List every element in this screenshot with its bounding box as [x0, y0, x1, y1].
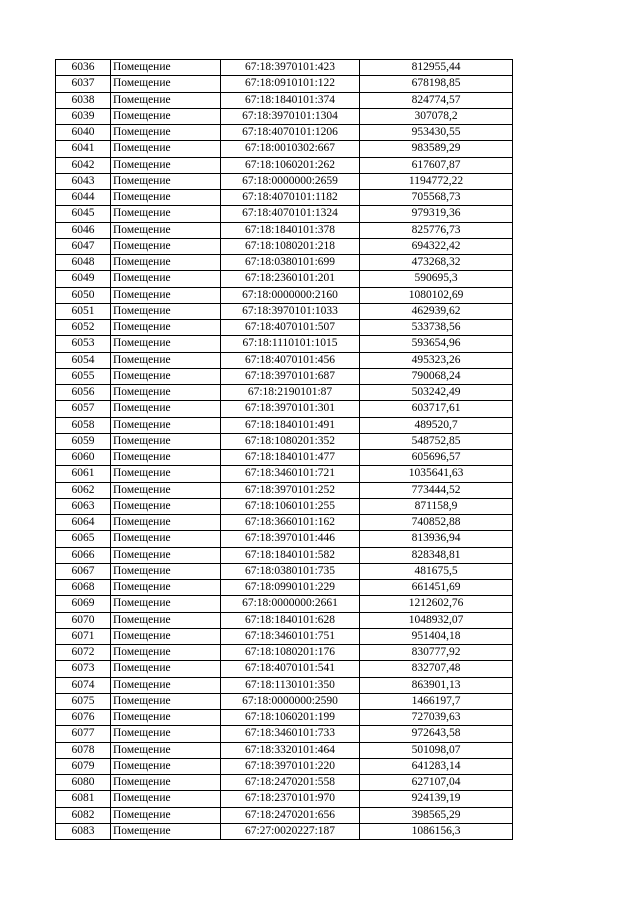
cadastral-value: 1080102,69 — [360, 287, 513, 303]
row-number: 6067 — [56, 563, 111, 579]
object-type: Помещение — [111, 125, 221, 141]
row-number: 6061 — [56, 466, 111, 482]
row-number: 6040 — [56, 125, 111, 141]
cadastral-value: 812955,44 — [360, 60, 513, 76]
cadastral-value: 924139,19 — [360, 791, 513, 807]
row-number: 6079 — [56, 758, 111, 774]
cadastral-number: 67:18:1130101:350 — [221, 677, 360, 693]
object-type: Помещение — [111, 320, 221, 336]
row-number: 6038 — [56, 92, 111, 108]
cadastral-number: 67:18:2370101:970 — [221, 791, 360, 807]
object-type: Помещение — [111, 108, 221, 124]
object-type: Помещение — [111, 677, 221, 693]
cadastral-number: 67:18:0000000:2661 — [221, 596, 360, 612]
cadastral-value: 398565,29 — [360, 807, 513, 823]
cadastral-number: 67:18:1110101:1015 — [221, 336, 360, 352]
row-number: 6050 — [56, 287, 111, 303]
row-number: 6083 — [56, 823, 111, 839]
cadastral-number: 67:18:0380101:699 — [221, 255, 360, 271]
table-row — [56, 401, 513, 417]
row-number: 6065 — [56, 531, 111, 547]
cadastral-number: 67:18:1080201:352 — [221, 433, 360, 449]
object-type: Помещение — [111, 287, 221, 303]
object-type: Помещение — [111, 76, 221, 92]
cadastral-number: 67:18:0990101:229 — [221, 580, 360, 596]
table-row — [56, 92, 513, 108]
object-type: Помещение — [111, 173, 221, 189]
row-number: 6058 — [56, 417, 111, 433]
cadastral-number: 67:18:3970101:1304 — [221, 108, 360, 124]
cadastral-number: 67:18:1840101:491 — [221, 417, 360, 433]
object-type: Помещение — [111, 238, 221, 254]
row-number: 6070 — [56, 612, 111, 628]
cadastral-number: 67:18:3970101:446 — [221, 531, 360, 547]
row-number: 6051 — [56, 303, 111, 319]
table-row — [56, 791, 513, 807]
row-number: 6057 — [56, 401, 111, 417]
table-row — [56, 823, 513, 839]
object-type: Помещение — [111, 547, 221, 563]
row-number: 6078 — [56, 742, 111, 758]
object-type: Помещение — [111, 515, 221, 531]
cadastral-number: 67:18:1840101:582 — [221, 547, 360, 563]
table-row — [56, 742, 513, 758]
row-number: 6082 — [56, 807, 111, 823]
row-number: 6046 — [56, 222, 111, 238]
table-row — [56, 190, 513, 206]
cadastral-number: 67:18:4070101:507 — [221, 320, 360, 336]
table-row — [56, 206, 513, 222]
cadastral-number: 67:18:0380101:735 — [221, 563, 360, 579]
cadastral-number: 67:18:1060201:262 — [221, 157, 360, 173]
row-number: 6073 — [56, 661, 111, 677]
object-type: Помещение — [111, 612, 221, 628]
cadastral-value: 740852,88 — [360, 515, 513, 531]
cadastral-value: 593654,96 — [360, 336, 513, 352]
table-row — [56, 417, 513, 433]
cadastral-value: 1035641,63 — [360, 466, 513, 482]
row-number: 6047 — [56, 238, 111, 254]
table-row — [56, 612, 513, 628]
row-number: 6049 — [56, 271, 111, 287]
object-type: Помещение — [111, 661, 221, 677]
row-number: 6068 — [56, 580, 111, 596]
table-row — [56, 563, 513, 579]
table-row — [56, 157, 513, 173]
cadastral-value: 773444,52 — [360, 482, 513, 498]
table-row — [56, 450, 513, 466]
cadastral-value: 678198,85 — [360, 76, 513, 92]
object-type: Помещение — [111, 303, 221, 319]
cadastral-value: 813936,94 — [360, 531, 513, 547]
cadastral-number: 67:18:1840101:628 — [221, 612, 360, 628]
object-type: Помещение — [111, 271, 221, 287]
cadastral-number: 67:18:1840101:374 — [221, 92, 360, 108]
cadastral-number: 67:18:2470201:558 — [221, 775, 360, 791]
table-row — [56, 76, 513, 92]
row-number: 6054 — [56, 352, 111, 368]
cadastral-number: 67:18:0010302:667 — [221, 141, 360, 157]
cadastral-value: 548752,85 — [360, 433, 513, 449]
cadastral-number: 67:18:2360101:201 — [221, 271, 360, 287]
cadastral-number: 67:18:1080201:218 — [221, 238, 360, 254]
object-type: Помещение — [111, 726, 221, 742]
cadastral-value: 307078,2 — [360, 108, 513, 124]
cadastral-number: 67:18:2470201:656 — [221, 807, 360, 823]
object-type: Помещение — [111, 775, 221, 791]
table-row — [56, 580, 513, 596]
cadastral-value: 533738,56 — [360, 320, 513, 336]
cadastral-number: 67:18:3970101:252 — [221, 482, 360, 498]
object-type: Помещение — [111, 385, 221, 401]
object-type: Помещение — [111, 92, 221, 108]
table-row — [56, 433, 513, 449]
cadastral-value: 951404,18 — [360, 628, 513, 644]
cadastral-number: 67:18:1840101:378 — [221, 222, 360, 238]
cadastral-number: 67:18:2190101:87 — [221, 385, 360, 401]
table-row — [56, 385, 513, 401]
cadastral-value: 790068,24 — [360, 368, 513, 384]
cadastral-number: 67:18:3970101:423 — [221, 60, 360, 76]
table-row — [56, 775, 513, 791]
table-row — [56, 482, 513, 498]
cadastral-number: 67:18:1840101:477 — [221, 450, 360, 466]
cadastral-value: 1048932,07 — [360, 612, 513, 628]
row-number: 6081 — [56, 791, 111, 807]
cadastral-number: 67:18:4070101:1324 — [221, 206, 360, 222]
cadastral-number: 67:18:0000000:2590 — [221, 693, 360, 709]
cadastral-number: 67:18:0910101:122 — [221, 76, 360, 92]
table-row — [56, 271, 513, 287]
table-row — [56, 141, 513, 157]
cadastral-value: 590695,3 — [360, 271, 513, 287]
table-row — [56, 287, 513, 303]
cadastral-value: 617607,87 — [360, 157, 513, 173]
row-number: 6052 — [56, 320, 111, 336]
table-row — [56, 758, 513, 774]
table-row — [56, 807, 513, 823]
cadastral-number: 67:18:3320101:464 — [221, 742, 360, 758]
row-number: 6074 — [56, 677, 111, 693]
row-number: 6069 — [56, 596, 111, 612]
object-type: Помещение — [111, 417, 221, 433]
cadastral-number: 67:18:4070101:456 — [221, 352, 360, 368]
cadastral-value: 705568,73 — [360, 190, 513, 206]
object-type: Помещение — [111, 222, 221, 238]
row-number: 6060 — [56, 450, 111, 466]
cadastral-number: 67:27:0020227:187 — [221, 823, 360, 839]
table-row — [56, 547, 513, 563]
object-type: Помещение — [111, 823, 221, 839]
cadastral-value: 603717,61 — [360, 401, 513, 417]
object-type: Помещение — [111, 758, 221, 774]
row-number: 6055 — [56, 368, 111, 384]
cadastral-number: 67:18:4070101:541 — [221, 661, 360, 677]
table-row — [56, 320, 513, 336]
cadastral-number: 67:18:0000000:2659 — [221, 173, 360, 189]
object-type: Помещение — [111, 645, 221, 661]
cadastral-value: 473268,32 — [360, 255, 513, 271]
row-number: 6043 — [56, 173, 111, 189]
table-row — [56, 238, 513, 254]
table-row — [56, 645, 513, 661]
cadastral-value: 830777,92 — [360, 645, 513, 661]
row-number: 6077 — [56, 726, 111, 742]
object-type: Помещение — [111, 531, 221, 547]
cadastral-number: 67:18:3970101:1033 — [221, 303, 360, 319]
row-number: 6072 — [56, 645, 111, 661]
row-number: 6048 — [56, 255, 111, 271]
table-row — [56, 108, 513, 124]
object-type: Помещение — [111, 255, 221, 271]
row-number: 6041 — [56, 141, 111, 157]
cadastral-value: 501098,07 — [360, 742, 513, 758]
table-row — [56, 515, 513, 531]
row-number: 6044 — [56, 190, 111, 206]
row-number: 6059 — [56, 433, 111, 449]
object-type: Помещение — [111, 157, 221, 173]
object-type: Помещение — [111, 563, 221, 579]
row-number: 6045 — [56, 206, 111, 222]
table-row — [56, 498, 513, 514]
table-row — [56, 336, 513, 352]
cadastral-value: 1212602,76 — [360, 596, 513, 612]
cadastral-number: 67:18:0000000:2160 — [221, 287, 360, 303]
row-number: 6062 — [56, 482, 111, 498]
object-type: Помещение — [111, 466, 221, 482]
cadastral-number: 67:18:1080201:176 — [221, 645, 360, 661]
cadastral-number: 67:18:3970101:687 — [221, 368, 360, 384]
object-type: Помещение — [111, 60, 221, 76]
object-type: Помещение — [111, 336, 221, 352]
cadastral-number: 67:18:3970101:301 — [221, 401, 360, 417]
table-row — [56, 710, 513, 726]
cadastral-value: 462939,62 — [360, 303, 513, 319]
table-row — [56, 628, 513, 644]
cadastral-value: 694322,42 — [360, 238, 513, 254]
cadastral-number: 67:18:1060201:199 — [221, 710, 360, 726]
table-row — [56, 125, 513, 141]
table-row — [56, 255, 513, 271]
table-row — [56, 726, 513, 742]
object-type: Помещение — [111, 710, 221, 726]
object-type: Помещение — [111, 791, 221, 807]
cadastral-value: 727039,63 — [360, 710, 513, 726]
cadastral-value: 824774,57 — [360, 92, 513, 108]
object-type: Помещение — [111, 450, 221, 466]
table-row — [56, 677, 513, 693]
row-number: 6076 — [56, 710, 111, 726]
cadastral-value: 481675,5 — [360, 563, 513, 579]
object-type: Помещение — [111, 190, 221, 206]
object-type: Помещение — [111, 482, 221, 498]
object-type: Помещение — [111, 742, 221, 758]
cadastral-registry-table — [55, 59, 513, 840]
cadastral-value: 828348,81 — [360, 547, 513, 563]
table-row — [56, 596, 513, 612]
table-row — [56, 352, 513, 368]
table-row — [56, 60, 513, 76]
cadastral-value: 627107,04 — [360, 775, 513, 791]
object-type: Помещение — [111, 433, 221, 449]
row-number: 6064 — [56, 515, 111, 531]
object-type: Помещение — [111, 352, 221, 368]
row-number: 6071 — [56, 628, 111, 644]
row-number: 6042 — [56, 157, 111, 173]
row-number: 6039 — [56, 108, 111, 124]
object-type: Помещение — [111, 141, 221, 157]
cadastral-value: 641283,14 — [360, 758, 513, 774]
table-row — [56, 173, 513, 189]
cadastral-value: 503242,49 — [360, 385, 513, 401]
cadastral-value: 983589,29 — [360, 141, 513, 157]
row-number: 6056 — [56, 385, 111, 401]
cadastral-value: 979319,36 — [360, 206, 513, 222]
object-type: Помещение — [111, 628, 221, 644]
object-type: Помещение — [111, 693, 221, 709]
cadastral-number: 67:18:3460101:721 — [221, 466, 360, 482]
cadastral-value: 863901,13 — [360, 677, 513, 693]
cadastral-number: 67:18:4070101:1182 — [221, 190, 360, 206]
object-type: Помещение — [111, 368, 221, 384]
row-number: 6036 — [56, 60, 111, 76]
cadastral-value: 972643,58 — [360, 726, 513, 742]
cadastral-value: 661451,69 — [360, 580, 513, 596]
cadastral-value: 1194772,22 — [360, 173, 513, 189]
table-row — [56, 303, 513, 319]
cadastral-value: 832707,48 — [360, 661, 513, 677]
cadastral-value: 605696,57 — [360, 450, 513, 466]
cadastral-value: 871158,9 — [360, 498, 513, 514]
cadastral-value: 825776,73 — [360, 222, 513, 238]
cadastral-value: 1466197,7 — [360, 693, 513, 709]
cadastral-number: 67:18:3460101:751 — [221, 628, 360, 644]
table-row — [56, 466, 513, 482]
cadastral-number: 67:18:3970101:220 — [221, 758, 360, 774]
registry-table-body — [56, 60, 513, 840]
cadastral-value: 489520,7 — [360, 417, 513, 433]
row-number: 6063 — [56, 498, 111, 514]
row-number: 6075 — [56, 693, 111, 709]
table-row — [56, 531, 513, 547]
cadastral-number: 67:18:4070101:1206 — [221, 125, 360, 141]
cadastral-number: 67:18:1060101:255 — [221, 498, 360, 514]
table-row — [56, 368, 513, 384]
cadastral-value: 1086156,3 — [360, 823, 513, 839]
row-number: 6066 — [56, 547, 111, 563]
object-type: Помещение — [111, 807, 221, 823]
cadastral-value: 495323,26 — [360, 352, 513, 368]
cadastral-value: 953430,55 — [360, 125, 513, 141]
row-number: 6080 — [56, 775, 111, 791]
cadastral-number: 67:18:3660101:162 — [221, 515, 360, 531]
cadastral-number: 67:18:3460101:733 — [221, 726, 360, 742]
row-number: 6037 — [56, 76, 111, 92]
object-type: Помещение — [111, 206, 221, 222]
row-number: 6053 — [56, 336, 111, 352]
object-type: Помещение — [111, 401, 221, 417]
table-row — [56, 661, 513, 677]
table-row — [56, 222, 513, 238]
object-type: Помещение — [111, 498, 221, 514]
table-row — [56, 693, 513, 709]
object-type: Помещение — [111, 596, 221, 612]
object-type: Помещение — [111, 580, 221, 596]
